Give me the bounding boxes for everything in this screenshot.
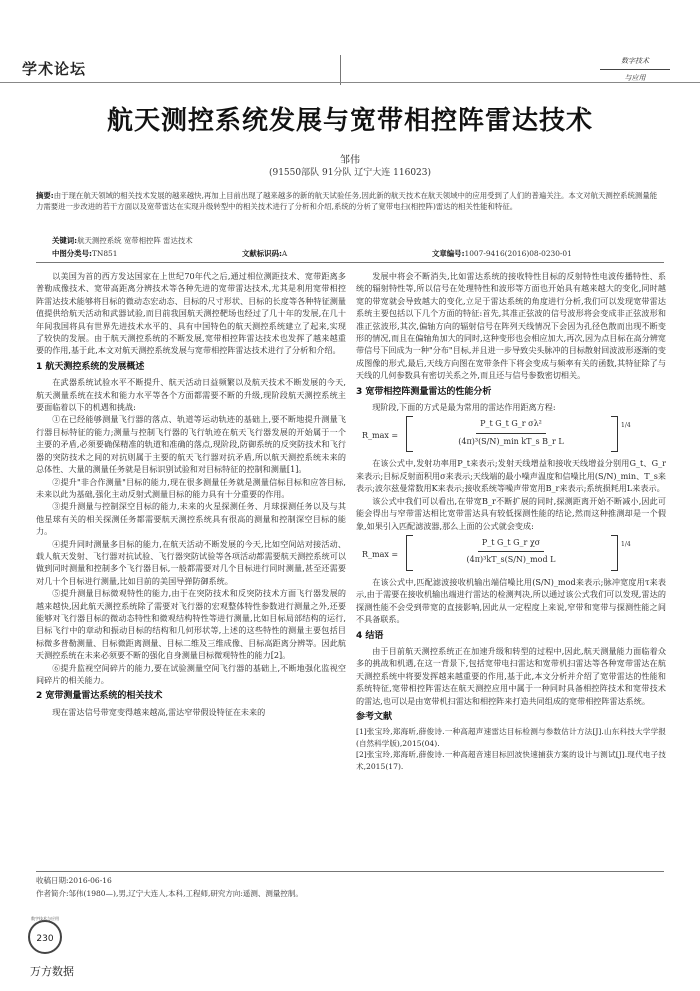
equation-fraction: [411, 537, 611, 567]
article-label: 文章编号:: [432, 249, 465, 258]
author: 邹伟: [340, 155, 360, 166]
header-divider: [340, 55, 341, 85]
paragraph: 该公式中我们可以看出,在带宽B_r不断扩展的同时,探测距离开始不断减小,因此可能会得出与窄带雷达相比宽带雷达具有较低探测性能的结论,然而这种推测却是一个假象,如果引入匹配滤波器,那么上面的公式就会变成:: [356, 495, 666, 531]
paragraph: 在该公式中,发射功率用P_t来表示;发射天线增益和接收天线增益分别用G_t、G_r来表示;目标反射面积用σ来表示;天线端的最小噪声温度和信噪比用(S/N)_min、T_s来表示;波尔兹曼常数用K来表示;接收系统等噪声带宽用B_r来表示;系统损耗用L来表示。: [356, 458, 666, 494]
paragraph: 在该公式中,匹配滤波接收机输出端信噪比用(S/N)_mod来表示;脉冲宽度用τ来表示,由于需要在接收机输出端进行雷达的检测判决,所以通过该公式我们可以发现,雷达的探测性能不会受到带宽的直接影响,因此从一定程度上来说,窄带和宽带与探测性能之间不具备联系。: [356, 576, 666, 625]
author-bio: 作者简介:邹伟(1980—),男,辽宁大连人,本科,工程师,研究方向:遥测、测量控制。: [36, 889, 303, 898]
badge-label: 数字技术与应用: [31, 916, 59, 921]
section-3-heading: 3 宽带相控阵测量雷达的性能分析: [356, 386, 492, 397]
clc-value: TN851: [91, 249, 118, 258]
paper-title: 航天测控系统发展与宽带相控阵雷达技术: [106, 106, 593, 136]
section-label: 学术论坛: [22, 60, 87, 78]
keywords: [52, 235, 662, 246]
clc-label: 中图分类号:: [52, 249, 92, 258]
doc-value: A: [281, 249, 288, 258]
publisher-watermark: 万方数据: [30, 965, 74, 978]
received-date: 收稿日期:2016-06-16: [36, 876, 112, 885]
abstract: [36, 190, 664, 212]
footer-rule: [36, 871, 664, 872]
range-equation: [356, 418, 666, 452]
equation-numerator: P_t G_t G_r χσ: [478, 537, 544, 552]
equation-numerator: P_t G_t G_r σλ²: [476, 418, 546, 433]
paragraph: 由于目前航天测控系统正在加速升级和转型的过程中,因此,航天测量能力面临着众多的挑战和机遇,在这一背景下,包括宽带电扫雷达和宽带机扫雷达等各种宽带雷达在航天测控系统中将要发挥越来越重要的作用,基于此,本文分析并介绍了宽带雷达的性能和系统特征,宽带相控阵雷达在航天测控应用中属于一种同时具备相控阵技术和宽带技术的雷达,也可以是由宽带机扫雷达和相控阵来打造共同组成的宽带相控阵雷达系统。: [356, 645, 666, 706]
abstract-divider: [36, 262, 664, 263]
equation-lhs: R_max =: [362, 431, 399, 441]
paragraph: 现阶段,下面的方式是最为常用的雷达作用距离方程:: [372, 402, 556, 413]
keywords-label: 关键词:: [52, 236, 78, 245]
equation-exponent: 1/4: [621, 540, 631, 548]
header-rule: [0, 82, 700, 83]
logo-top-text: 数字技术: [600, 56, 670, 70]
paragraph: ①在已经能够测量飞行器的落点、轨道等运动轨迹的基础上,要不断地提升测量飞行器目标特征的能力;测量与控制飞行器的飞行轨迹在航天飞行器发展的开始属于一个主要的矛盾,必须要确保精准的轨道和准确的落点,现阶段,防御系统的反突防技术和飞行器的突防技术之间的对抗则属于主要的航天飞行器对抗矛盾,所以航天测控系统未来的总体性、大量的测量任务就是目标识别试验和对目标特征的控制和测量[1]。: [36, 414, 346, 475]
reference-item: [1]张宝玲,郑海昕,薛俊诗.一种高超声速雷达目标检测与参数估计方法[J].山东科技大学学报(自然科学版),2015(04).: [356, 727, 666, 748]
paragraph: ④提升同时测量多目标的能力,在航天活动不断发展的今天,比如空间站对接活动、载人航天发射、飞行器对抗试验、飞行器突防试验等各项活动都需要航天测控系统可以做到同时测量和控制多个飞行器目标,一般都需要对几个目标进行同时测量,甚至还需要对几十个目标进行测量,比如目前的美国导弹防御系统。: [36, 538, 346, 586]
abstract-text: 由于现在航天领域的相关技术发展的越来越快,再加上目前出现了越来越多的新的航天试验任务,因此新的航天技术在航天领域中的应用受到了人们的普遍关注。本文对航天测控系统测量能力需要进一步改进的若干方面以及宽带雷达在实现升级转型中的相关技术进行了分析和介绍,系统的分析了宽带电扫(相控阵)雷达的相关性能和特征。: [36, 191, 658, 211]
logo-bottom-text: 与应用: [624, 74, 646, 82]
bracket-right: [611, 416, 618, 452]
equation-denominator: (4π)³(S/N)_min kT_s B_r L: [458, 436, 564, 446]
equation-denominator: (4π)³kT_s(S/N)_mod L: [466, 555, 556, 565]
paragraph: 发展中将会不断消失,比如雷达系统的接收特性目标的反射特性电波传播特性、系统的辐射特性等,所以信号在处理特性和波形等方面也开始具有越来越大的变化,同时越宽的带宽就会导致越大的变化,立足于雷达系统的角度进行分析,我们可以发现宽带雷达系统主要包括以下几个方面的特征:首先,其准正弦波的信号波形将会变成非正弦波形和准正弦波形,其次,偏轴方向的辐射信号在阵列天线情况下会因为孔径色散而出现不断变形的情况,而且在偏轴角加大的同时,这种变形也会相应加大,再次,因为点目标在高分辨宽带信号下回成为一种"分布"目标,并且进一步导致尖头脉冲的目标散射回波波形逐渐的变成图像的形式,最后,天线方向图在宽带条件下将会变成与频率有关的函数,其特征除了与天线的几何参数具有密切关系之外,而且还与信号参数密切相关。: [356, 271, 666, 381]
paragraph: ②提升"非合作测量"目标的能力,现在很多测量任务就是测量信标目标和应答目标,未来以此为基础,强化主动反射式测量目标的能力具有十分重要的作用。: [36, 476, 346, 499]
paragraph: 在武器系统试验水平不断提升、航天活动日益频繁以及航天技术不断发展的今天,航天测量系统在技术和能力水平等各个方面都需要不断的升级,现阶段航天测控系统主要面临着以下的机遇和挑战:: [36, 377, 346, 413]
abstract-label: 摘要:: [36, 191, 54, 200]
paragraph: ⑥提升监视空间碎片的能力,要在试验测量空间飞行器的基础上,不断地强化监视空间碎片的相关能力。: [36, 662, 346, 685]
matched-filter-equation: [356, 537, 666, 571]
left-column: [36, 270, 346, 718]
section-2-heading: 2 宽带测量雷达系统的相关技术: [36, 691, 163, 702]
equation-fraction: [411, 418, 611, 448]
paragraph: ③提升测量与控制深空目标的能力,未来的火星探测任务、月球探测任务以及与其他星球有关的相关探测任务都需要航天测控系统具有很高的测量和控制深空目标的能力。: [36, 501, 346, 537]
right-column: [356, 270, 666, 772]
section-1-heading: 1 航天测控系统的发展概述: [36, 361, 145, 372]
article-value: 1007-9416(2016)08-0230-01: [464, 249, 572, 258]
intro-paragraph: 以美国为首的西方发达国家在上世纪70年代之后,通过相位测距技术、宽带距离多普勒成像技术、宽带高距离分辨技术等各种先进的宽带雷达技术,尤其是利用宽带相控阵雷达技术能够将目标的微动态宏动态、目标的尺寸形状、目标的长度等各种特征测量值提供给航天活动和武器试验,而目前我国航天测控靶场也经过了几十年的发展,在几十年间我国将具有世界先进技术水平的、具有中国特色的航天测控系统建立了起来,实现了较快的发展。由于航天测控系统的不断发展,宽带相控阵雷达技术也发挥了越来越重要的作用,基于此,本文对航天测控系统发展与宽带相控阵雷达技术进行了分析和介绍。: [36, 271, 346, 356]
reference-item: [2]张宝玲,郑海昕,薛俊诗.一种高超音速目标回波快速捕获方案的设计与测试[J].现代电子技术,2015(17).: [356, 750, 666, 771]
doc-label: 文献标识码:: [242, 249, 282, 258]
references-list: [356, 726, 666, 772]
clc-number: [52, 248, 117, 259]
page-number: 230: [28, 920, 62, 954]
section-4-heading: 4 结语: [356, 630, 384, 641]
equation-exponent: 1/4: [621, 422, 631, 430]
equation-lhs: R_max =: [362, 549, 399, 559]
bracket-right: [611, 535, 618, 571]
references-heading: 参考文献: [356, 711, 393, 722]
document-code: [242, 248, 287, 259]
paragraph: ⑤提升测量目标微观特性的能力,由于在突防技术和反突防技术方面飞行器发展的越来越快,因此航天测控系统除了需要对飞行器的宏观整体特性参数进行测量之外,还要能够对飞行器目标的微动态特性和微观结构特性等进行测量,比如目标局部结构的运行,目标飞行中的章动和振动目标的结构和几何形状等,上述的这些特性的测量主要包括目标微多普勒测量、目标微距离测量、目标二维及三维成像、目标高距离分辨等。因此航天测控系统在未来必须要不断的强化自身测量目标微观特性的能力[2]。: [36, 588, 346, 661]
paragraph: 现在雷达信号带宽变得越来越高,雷达窄带假设特征在未来的: [52, 706, 266, 717]
affiliation: (91550部队 91分队 辽宁大连 116023): [268, 168, 432, 178]
article-number: [432, 248, 572, 259]
keywords-text: 航天测控系统 宽带相控阵 雷达技术: [77, 236, 193, 245]
